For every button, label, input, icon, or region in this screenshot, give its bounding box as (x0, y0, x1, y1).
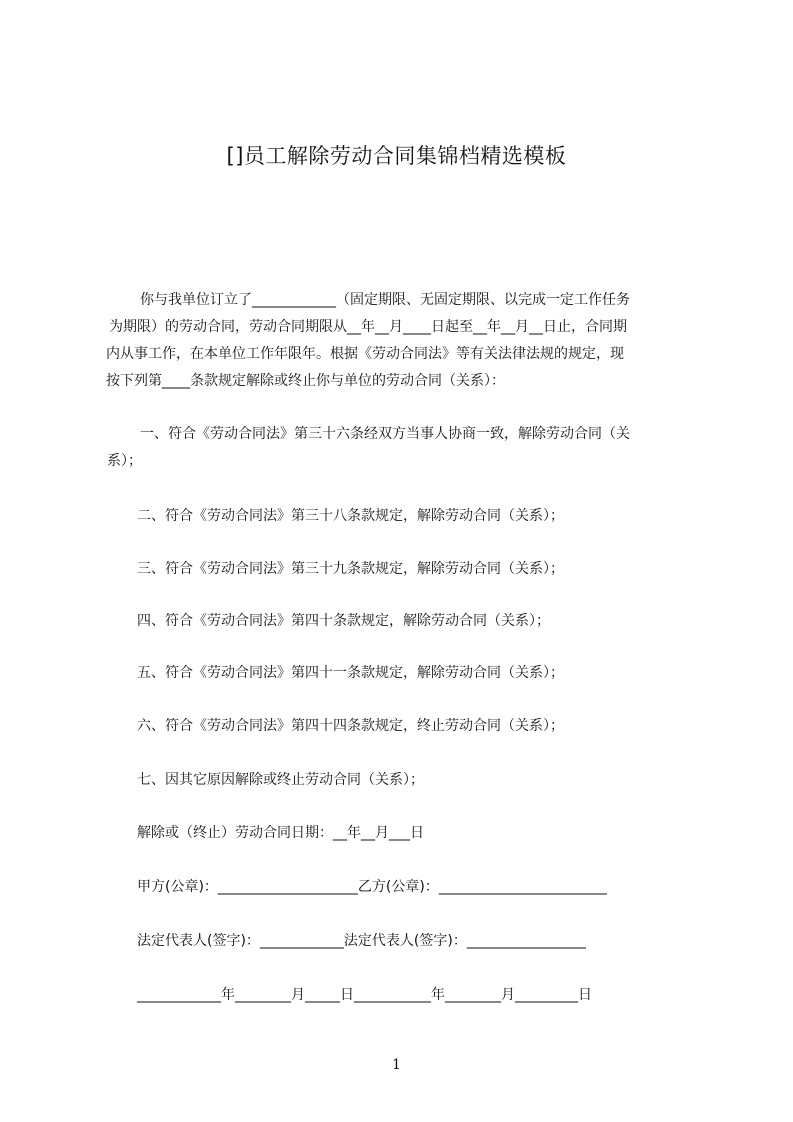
clause-item-5: 五、符合《劳动合同法》第四十一条款规定，解除劳动合同（关系）； (137, 665, 564, 681)
clause-item-2: 二、符合《劳动合同法》第三十八条款规定，解除劳动合同（关系）； (137, 508, 564, 524)
intro-line: 内从事工作，在本单位工作年限年。根据《劳动合同法》等有关法律法规的规定，现 (106, 346, 624, 362)
intro-line: 为期限）的劳动合同，劳动合同期限从__年__月____日起至__年__月__日止，合同期 (109, 319, 627, 335)
clause-item-4: 四、符合《劳动合同法》第四十条款规定，解除劳动合同（关系）； (137, 613, 550, 629)
clause-line: 一、符合《劳动合同法》第三十六条经双方当事人协商一致，解除劳动合同（关 (140, 426, 630, 442)
clause-item-3: 三、符合《劳动合同法》第三十九条款规定，解除劳动合同（关系）； (137, 561, 564, 577)
clause-item-7: 七、因其它原因解除或终止劳动合同（关系）； (137, 772, 424, 788)
clause-line: 系）； (107, 453, 142, 469)
intro-line: 按下列第____条款规定解除或终止你与单位的劳动合同（关系）： (106, 373, 505, 389)
signature-line: 法定代表人(签字)：____________法定代表人(签字)：_________________ (137, 933, 586, 949)
termination-date-line: 解除或（终止）劳动合同日期：__年__月___日 (137, 825, 424, 841)
document-title: []员工解除劳动合同集锦档精选模板 (226, 144, 567, 168)
page-number: 1 (392, 1057, 401, 1073)
intro-line: 你与我单位订立了____________（固定期限、无固定期限、以完成一定工作任务 (140, 292, 630, 308)
clause-item-6: 六、符合《劳动合同法》第四十四条款规定，终止劳动合同（关系）； (137, 718, 564, 734)
date-line: ____________年________月_____日___________年________月_________日 (137, 987, 592, 1003)
seal-line: 甲方(公章)：____________________乙方(公章)：________________________ (137, 879, 607, 895)
